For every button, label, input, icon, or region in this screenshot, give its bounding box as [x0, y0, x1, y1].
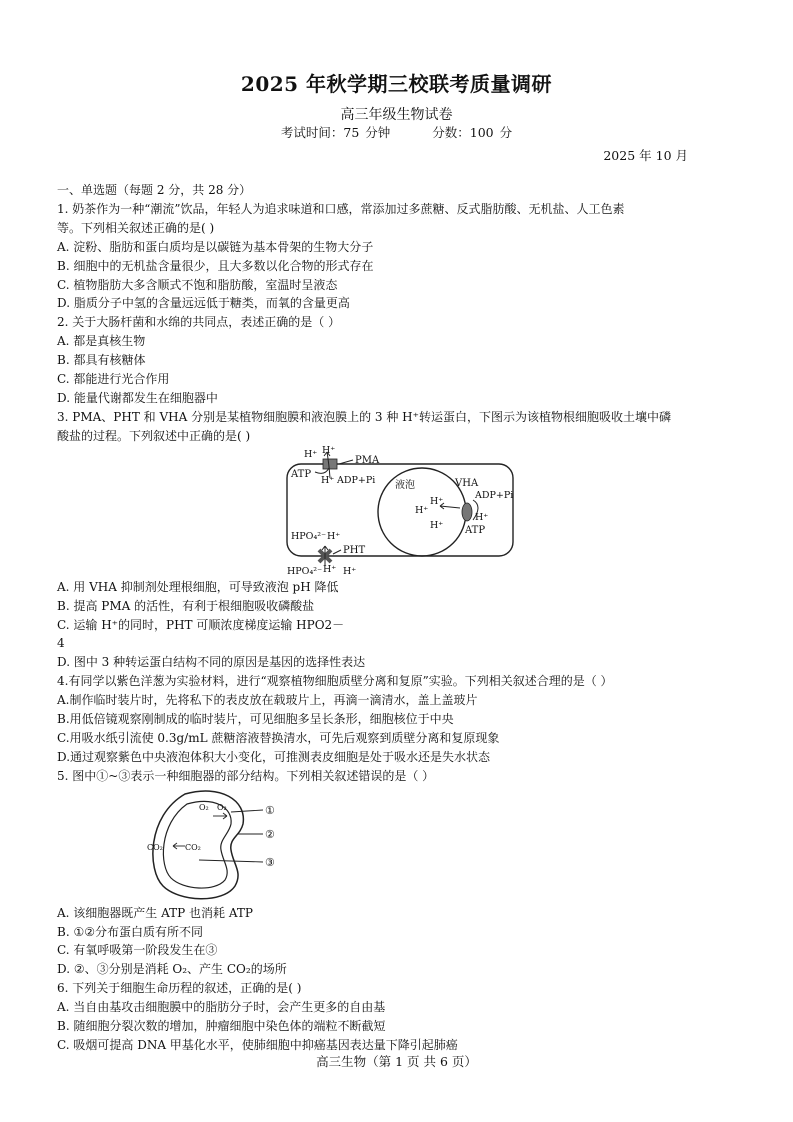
- question-2-option-b: B. 都具有核糖体: [57, 353, 146, 368]
- label-num-2: ②: [265, 827, 275, 841]
- label-num-1: ①: [265, 803, 275, 817]
- question-6-option-b: B. 随细胞分裂次数的增加，肿瘤细胞中染色体的端粒不断截短: [57, 1019, 386, 1034]
- label-pma: PMA: [355, 454, 380, 466]
- question-1-option-c: C. 植物脂肪大多含顺式不饱和脂肪酸，室温时呈液态: [57, 277, 338, 292]
- question-2-option-a: A. 都是真核生物: [57, 334, 146, 349]
- label-h-plus-3: H⁺: [321, 474, 335, 486]
- question-3-option-b: B. 提高 PMA 的活性，有利于根细胞吸收磷酸盐: [57, 598, 315, 613]
- question-6-option-c: C. 吸烟可提高 DNA 甲基化水平，使肺细胞中抑癌基因表达量下降引起肺癌: [57, 1038, 458, 1052]
- question-1-option-d: D. 脂质分子中氢的含量远远低于糖类，而氧的含量更高: [57, 296, 350, 311]
- label-hpo4-1: HPO₄²⁻: [291, 530, 327, 542]
- label-vacuole: 液泡: [395, 479, 415, 491]
- label-h-plus-9: H⁺: [323, 563, 337, 575]
- question-1-stem-line2: 等。下列相关叙述正确的是( ): [57, 220, 215, 235]
- label-atp-1: ATP: [291, 468, 312, 480]
- label-h-plus-7: H⁺: [430, 519, 444, 531]
- question-4-option-b: B.用低倍镜观察刚制成的临时装片，可见细胞多呈长条形，细胞核位于中央: [57, 712, 454, 727]
- exam-score: 分数：100 分: [432, 125, 513, 140]
- label-pht: PHT: [343, 544, 366, 556]
- question-2-option-d: D. 能量代谢都发生在细胞器中: [57, 390, 218, 405]
- question-3-stem-line1: 3. PMA、PHT 和 VHA 分别是某植物细胞膜和液泡膜上的 3 种 H⁺转运蛋白，下图示为该植物根细胞吸收土壤中磷: [57, 409, 671, 424]
- question-1-option-a: A. 淀粉、脂肪和蛋白质均是以碳链为基本骨架的生物大分子: [57, 239, 374, 254]
- pointer-1: [231, 810, 263, 812]
- label-h-plus-10: H⁺: [343, 565, 357, 577]
- question-3-option-a: A. 用 VHA 抑制剂处理根细胞，可导致液泡 pH 降低: [57, 579, 339, 594]
- label-h-plus-5: H⁺: [415, 504, 429, 516]
- flow-arrows: [315, 452, 478, 566]
- question-5-option-a: A. 该细胞器既产生 ATP 也消耗 ATP: [57, 905, 253, 920]
- pointer-lines: [173, 810, 263, 862]
- label-adp-pi-2: ADP+Pi: [475, 489, 514, 501]
- mitochondrion-diagram: [145, 786, 295, 904]
- exam-title: 2025 年秋学期三校联考质量调研: [240, 72, 553, 96]
- label-o2-2: O₂: [217, 802, 227, 812]
- question-5-option-d: D. ②、③分别是消耗 O₂、产生 CO₂的场所: [57, 962, 287, 977]
- question-5-option-c: C. 有氧呼吸第一阶段发生在③: [57, 943, 218, 958]
- label-num-3: ③: [265, 855, 275, 869]
- question-3-option-d: D. 图中 3 种转运蛋白结构不同的原因是基因的选择性表达: [57, 655, 366, 670]
- pointer-3: [199, 860, 263, 862]
- question-2-stem: 2. 关于大肠杆菌和水绵的共同点，表述正确的是（ ）: [57, 315, 341, 330]
- question-5-option-b: B. ①②分布蛋白质有所不同: [57, 924, 203, 939]
- question-1-stem-line1: 1. 奶茶作为一种“潮流”饮品，年轻人为追求味道和口感，常添加过多蔗糖、反式脂肪酸、无机盐、人工色素: [57, 201, 625, 216]
- question-3-option-c: C. 运输 H⁺的同时，PHT 可顺浓度梯度运输 HPO2－: [57, 617, 345, 632]
- exam-content: [57, 181, 739, 1055]
- exam-info: [0, 123, 793, 141]
- page-footer: 高三生物（第 1 页 共 6 页）: [316, 1054, 477, 1069]
- question-1-option-b: B. 细胞中的无机盐含量很少，且大多数以化合物的形式存在: [57, 258, 374, 273]
- label-co2-2: CO₂: [185, 842, 201, 852]
- label-h-plus-2: H⁺: [322, 445, 336, 456]
- question-3-stem-line2: 酸盐的过程。下列叙述中正确的是( ): [57, 428, 251, 443]
- section-heading: 一、单选题（每题 2 分，共 28 分）: [57, 183, 252, 197]
- transport-protein-figure: [57, 446, 739, 578]
- exam-time: 考试时间：75 分钟: [280, 125, 391, 140]
- pma-protein: [323, 459, 337, 469]
- question-4-option-a: A.制作临时装片时，先将私下的表皮放在载玻片上，再滴一滴清水，盖上盖玻片: [57, 693, 478, 708]
- label-h-plus-1: H⁺: [304, 448, 318, 460]
- question-3-option-c-cont: 4: [57, 636, 65, 651]
- label-h-plus-4: H⁺: [430, 495, 444, 507]
- mitochondrion-figure: [57, 786, 739, 904]
- question-2-option-c: C. 都能进行光合作用: [57, 372, 170, 387]
- label-atp-2: ATP: [465, 524, 486, 536]
- question-4-option-c: C.用吸水纸引流使 0.3g/mL 蔗糖溶液替换清水，可先后观察到质壁分离和复原现象: [57, 730, 500, 745]
- label-hpo4-2: HPO₄²⁻: [287, 565, 323, 577]
- label-adp-pi-1: ADP+Pi: [337, 474, 376, 486]
- question-5-stem: 5. 图中①~③表示一种细胞器的部分结构。下列相关叙述错误的是（ ）: [57, 768, 435, 783]
- question-4-stem: 4.有同学以紫色洋葱为实验材料，进行“观察植物细胞质壁分离和复原”实验。下列相关叙述合理的是（ ）: [57, 674, 613, 689]
- label-co2-1: CO₂: [147, 842, 163, 852]
- label-h-plus-8: H⁺: [327, 530, 341, 542]
- transport-protein-diagram: [285, 446, 535, 578]
- question-6-option-a: A. 当自由基攻击细胞膜中的脂肪分子时，会产生更多的自由基: [57, 1000, 386, 1015]
- exam-subtitle: 高三年级生物试卷: [340, 107, 453, 123]
- question-6-stem: 6. 下列关于细胞生命历程的叙述，正确的是( ): [57, 981, 302, 996]
- question-4-option-d: D.通过观察紫色中央液泡体积大小变化，可推测表皮细胞是处于吸水还是失水状态: [57, 749, 491, 764]
- vha-protein: [462, 503, 472, 521]
- pht-label-line: [333, 550, 341, 554]
- label-vha: VHA: [455, 477, 479, 489]
- label-o2-1: O₂: [199, 802, 209, 812]
- exam-date: 2025 年 10 月: [603, 148, 688, 163]
- label-h-plus-6: H⁺: [475, 511, 489, 523]
